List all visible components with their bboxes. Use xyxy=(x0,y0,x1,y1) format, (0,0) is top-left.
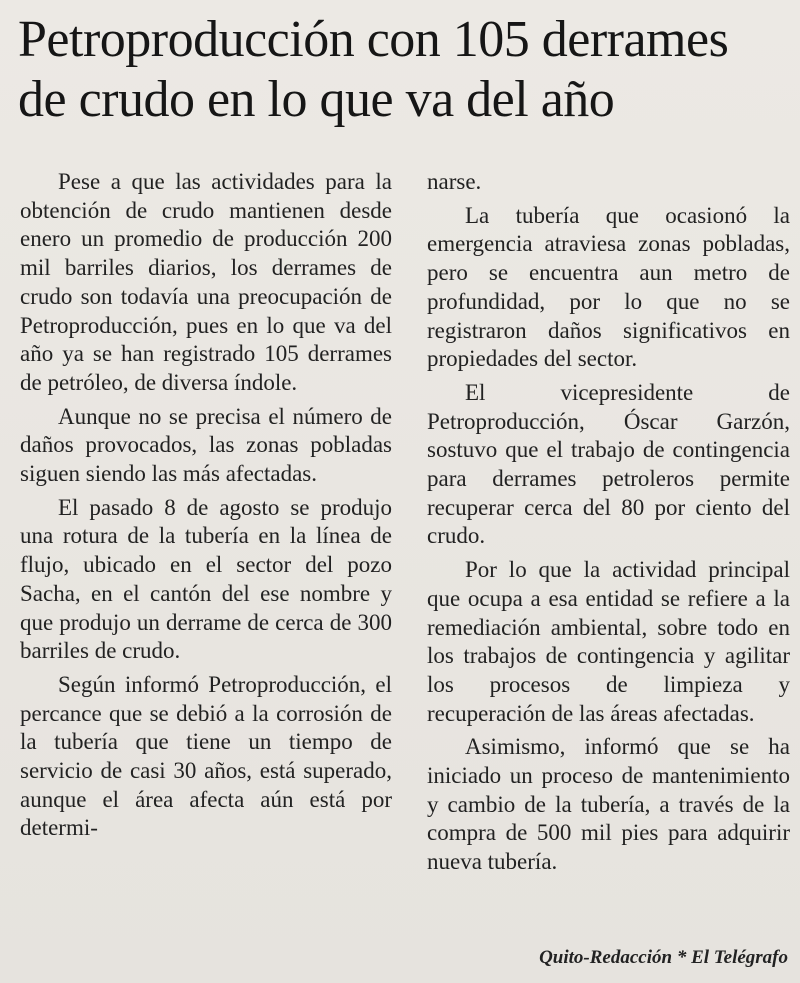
paragraph: Asimismo, informó que se ha iniciado un proceso de mantenimiento y cambio de la tubería, a través de la compra de 500 mil pies para adquirir nueva tubería. xyxy=(427,734,790,875)
paragraph: Pese a que las actividades para la obtención de crudo mantienen desde enero un promedio de producción 200 mil barriles diarios, los derrames de crudo son todavía una preocupación de Petroproducción, pues en lo que va del año ya se han registrado 105 derrames de petróleo, de diversa índole. xyxy=(20,169,392,395)
headline-line-2: de crudo en lo que va del año xyxy=(18,71,615,128)
paragraph: El pasado 8 de agosto se produjo una rotura de la tubería en la línea de flujo, ubicado en el sector del pozo Sacha, en el cantón del ese nombre y que produjo un derrame de cerca de 300 barriles de crudo. xyxy=(20,494,392,664)
article-column-left xyxy=(20,168,392,848)
paragraph: Aunque no se precisa el número de daños provocados, las zonas pobladas siguen siendo las más afectadas. xyxy=(20,403,392,487)
paragraph: Por lo que la actividad principal que ocupa a esa entidad se refiere a la remediación ambiental, sobre todo en los trabajos de contingencia y agilitar los procesos de limpieza y recuperación de las áreas afectadas. xyxy=(427,557,790,726)
paragraph: Según informó Petroproducción, el percance que se debió a la corrosión de la tubería que tiene un tiempo de servicio de casi 30 años, está superado, aunque el área afecta aún está por determi- xyxy=(20,671,392,841)
byline-credit: Quito-Redacción * El Telégrafo xyxy=(539,947,788,968)
paragraph-continuation: narse. xyxy=(427,169,482,194)
headline-line-1: Petroproducción con 105 derrames xyxy=(18,11,729,68)
article-column-right xyxy=(427,168,790,882)
paragraph: El vicepresidente de Petroproducción, Óscar Garzón, sostuvo que el trabajo de contingencia para derrames petroleros permite recuperar cerca del 80 por ciento del crudo. xyxy=(427,379,790,549)
headline xyxy=(18,10,788,130)
paragraph: La tubería que ocasionó la emergencia atraviesa zonas pobladas, pero se encuentra aun metro de profundidad, por lo que no se registraron daños significativos en propiedades del sector. xyxy=(427,202,790,372)
